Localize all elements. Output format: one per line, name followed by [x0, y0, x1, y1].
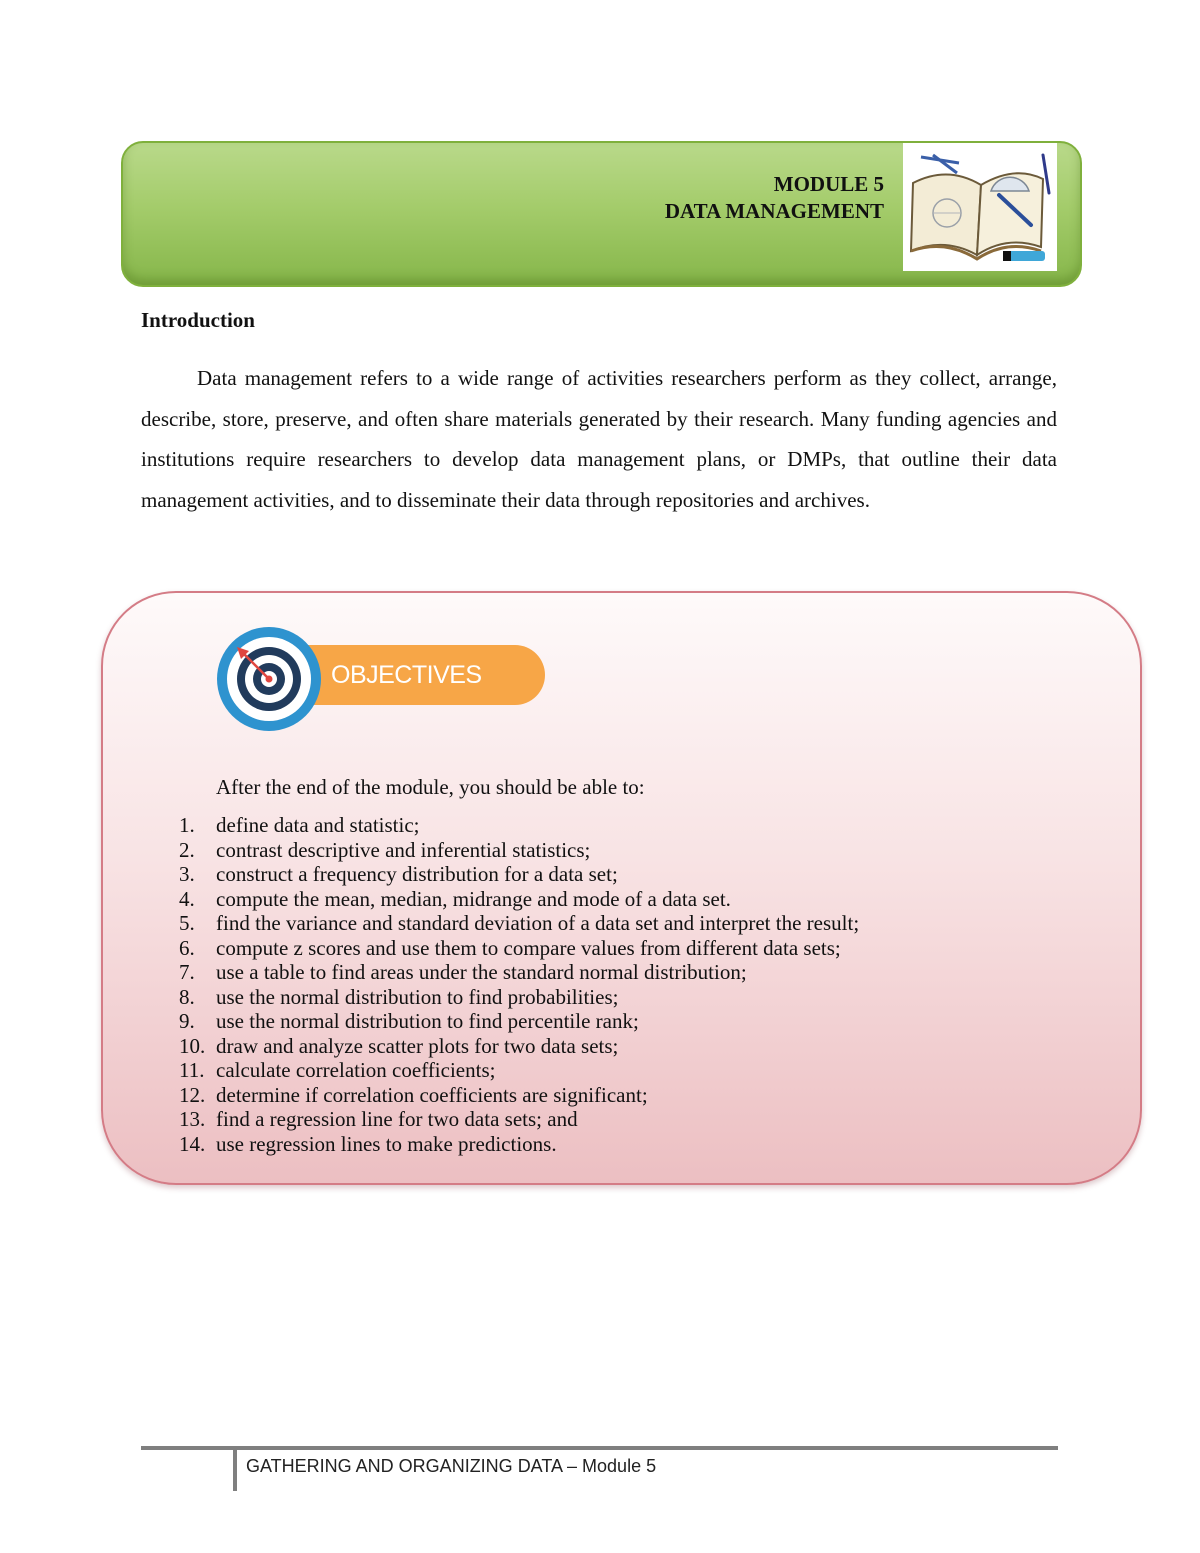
objective-text: draw and analyze scatter plots for two data sets; [216, 1033, 619, 1058]
objective-number: 13. [179, 1107, 206, 1131]
objective-item [179, 1132, 1079, 1157]
objective-item [179, 887, 1079, 912]
objective-item [179, 960, 1079, 985]
objective-text: use regression lines to make predictions. [216, 1131, 557, 1156]
objective-number: 6. [179, 935, 195, 960]
footer-rule [141, 1446, 1058, 1450]
module-label: MODULE 5 [773, 172, 884, 196]
objective-item [179, 1083, 1079, 1108]
objective-item [179, 838, 1079, 863]
objective-item [179, 1058, 1079, 1083]
objective-number: 5. [179, 911, 195, 935]
objectives-badge-label: OBJECTIVES [331, 661, 482, 689]
objective-item [179, 936, 1079, 961]
module-titles [665, 171, 884, 225]
objective-number: 11. [179, 1058, 205, 1082]
objective-text: compute z scores and use them to compare values from different data sets; [216, 935, 841, 960]
objective-text: use the normal distribution to find percentile rank; [216, 1009, 639, 1033]
footer-bar [233, 1450, 237, 1491]
objective-item [179, 985, 1079, 1010]
objectives-badge [215, 625, 547, 733]
objective-item [179, 1034, 1079, 1059]
intro-paragraph: Data management refers to a wide range of activities researchers perform as they collect, arrange, describe, store, preserve, and often share materials generated by their research. Many funding agencies and institutions require researchers to develop data management plans, or DMPs, that outline their data management activities, and to disseminate their data through repositories and archives. [141, 366, 1057, 512]
objective-number: 3. [179, 862, 195, 886]
objective-text: construct a frequency distribution for a data set; [216, 862, 618, 886]
objective-number: 8. [179, 984, 195, 1009]
objective-number: 14. [179, 1131, 206, 1156]
intro-heading: Introduction [141, 308, 255, 332]
footer-text: GATHERING AND ORGANIZING DATA – Module 5 [246, 1456, 657, 1476]
objective-number: 4. [179, 886, 195, 911]
objectives-panel [101, 591, 1142, 1185]
objective-number: 9. [179, 1009, 195, 1033]
objectives-lead: After the end of the module, you should be able to: [216, 775, 645, 799]
objective-number: 10. [179, 1033, 206, 1058]
module-title: DATA MANAGEMENT [664, 199, 884, 223]
objective-item [179, 1107, 1079, 1132]
objective-number: 2. [179, 837, 195, 862]
objective-number: 7. [179, 960, 195, 984]
objective-text: find the variance and standard deviation of a data set and interpret the result; [216, 911, 860, 935]
objective-item [179, 911, 1079, 936]
objective-item [179, 862, 1079, 887]
objective-text: determine if correlation coefficients are significant; [216, 1082, 648, 1107]
objective-text: find a regression line for two data sets; and [216, 1107, 578, 1131]
objective-item [179, 813, 1079, 838]
objective-number: 12. [179, 1082, 206, 1107]
objective-text: contrast descriptive and inferential statistics; [216, 837, 591, 862]
objectives-list [179, 813, 1079, 1156]
objective-text: use a table to find areas under the standard normal distribution; [216, 960, 747, 984]
objective-number: 1. [179, 813, 195, 837]
open-book-with-drawing-tools-icon [903, 143, 1057, 271]
objective-item [179, 1009, 1079, 1034]
objective-text: define data and statistic; [216, 813, 420, 837]
objective-text: compute the mean, median, midrange and mode of a data set. [216, 886, 731, 911]
objective-text: use the normal distribution to find probabilities; [216, 984, 619, 1009]
objective-text: calculate correlation coefficients; [216, 1058, 496, 1082]
